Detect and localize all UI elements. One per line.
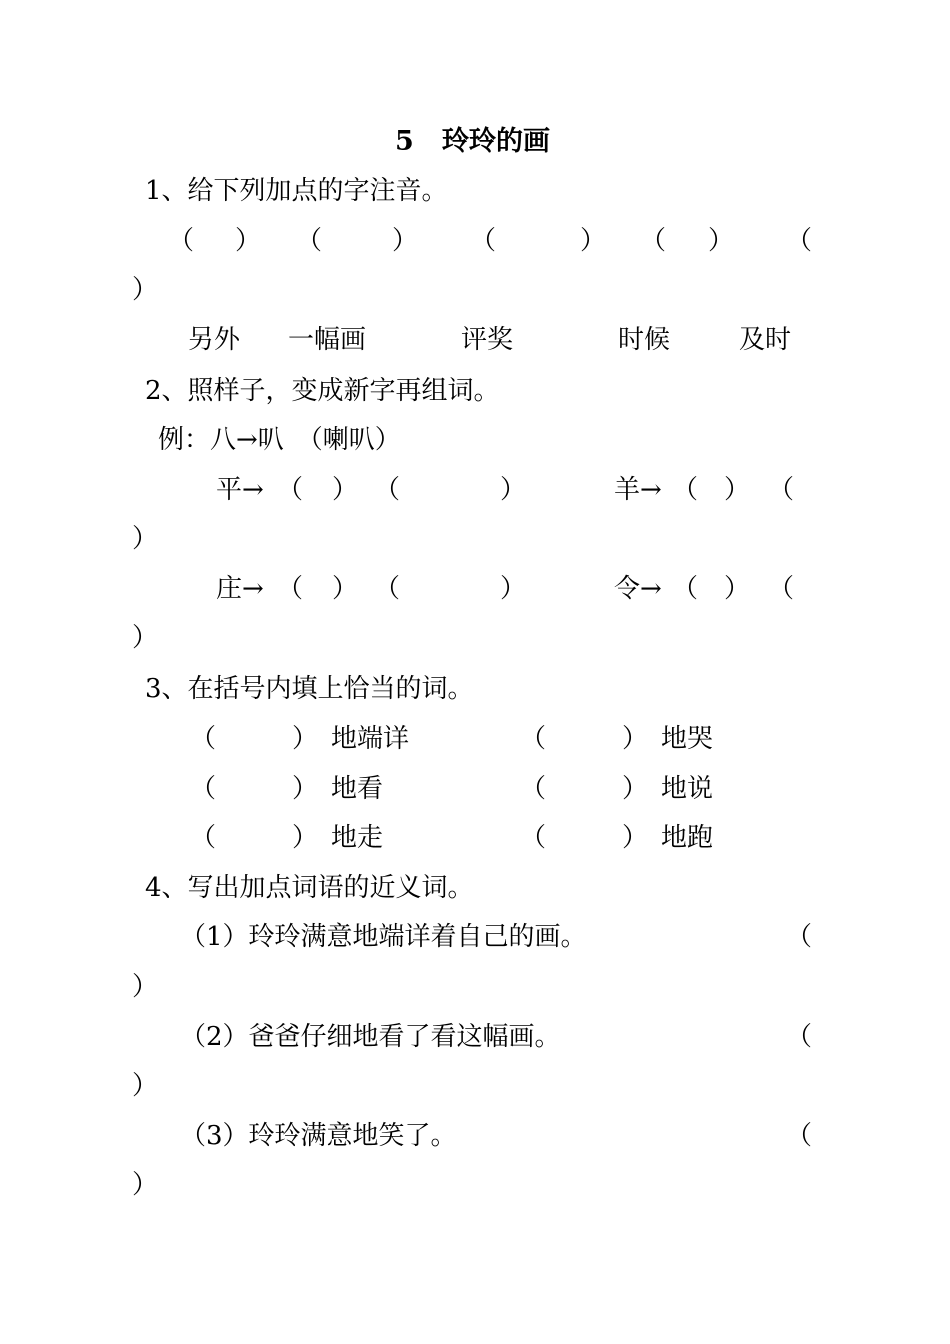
q1-blank-close: ） <box>580 226 607 256</box>
q2-blank-open: （ <box>277 574 304 604</box>
q2-blank-close: ） <box>332 475 359 505</box>
q2-blank-close: ） <box>500 475 527 505</box>
q4-heading: 4、写出加点词语的近义词。 <box>145 873 474 903</box>
q1-blank-close: ） <box>235 226 262 256</box>
q2-blank-open: （ <box>672 574 699 604</box>
q2-blank-open: （ <box>768 475 795 505</box>
q2-blank-close: ） <box>332 574 359 604</box>
q3-word: 地说 <box>661 774 714 804</box>
q3-blank-open: （ <box>190 823 217 853</box>
q1-blank-close: ） <box>708 226 735 256</box>
q1-blank-close: ） <box>132 275 159 305</box>
q1-blank-open: （ <box>640 226 667 256</box>
q1-word: 时候 <box>618 325 671 355</box>
q1-heading: 1、给下列加点的字注音。 <box>145 176 448 206</box>
q1-word: 另外 <box>188 325 241 355</box>
q3-blank-close: ） <box>622 724 649 754</box>
q1-blank-open: （ <box>168 226 195 256</box>
q3-blank-open: （ <box>520 724 547 754</box>
q4-sentence: （3）玲玲满意地笑了。 <box>180 1121 457 1151</box>
page-title: 5 玲玲的画 <box>395 126 550 157</box>
q3-blank-close: ） <box>292 724 319 754</box>
q4-blank-close: ） <box>132 1170 159 1200</box>
q3-word: 地哭 <box>661 724 714 754</box>
q3-word: 地跑 <box>661 823 714 853</box>
q2-blank-close: ） <box>724 574 751 604</box>
q3-word: 地端详 <box>331 724 410 754</box>
q2-blank-close: ） <box>500 574 527 604</box>
q1-blank-open: （ <box>470 226 497 256</box>
q3-blank-close: ） <box>622 823 649 853</box>
q2-item-char: 令→ <box>614 574 662 604</box>
q4-blank-open: （ <box>786 922 813 952</box>
q3-word: 地看 <box>331 774 384 804</box>
q2-blank-open: （ <box>374 475 401 505</box>
q3-blank-open: （ <box>190 774 217 804</box>
q1-blank-close: ） <box>392 226 419 256</box>
q1-word: 及时 <box>739 325 792 355</box>
q2-heading: 2、照样子，变成新字再组词。 <box>145 376 500 406</box>
q2-blank-open: （ <box>768 574 795 604</box>
q3-blank-close: ） <box>292 774 319 804</box>
q4-blank-close: ） <box>132 972 159 1002</box>
q3-blank-open: （ <box>520 823 547 853</box>
q3-blank-open: （ <box>520 774 547 804</box>
q2-blank-close: ） <box>724 475 751 505</box>
q3-blank-open: （ <box>190 724 217 754</box>
q2-blank-close: ） <box>132 623 159 653</box>
q2-example: 例：八→叭 （喇叭） <box>158 425 401 455</box>
q1-word: 评奖 <box>461 325 514 355</box>
q3-blank-close: ） <box>622 774 649 804</box>
q1-blank-open: （ <box>296 226 323 256</box>
q2-blank-open: （ <box>672 475 699 505</box>
q4-sentence: （1）玲玲满意地端详着自己的画。 <box>180 922 587 952</box>
q2-blank-close: ） <box>132 524 159 554</box>
q1-blank-open: （ <box>786 226 813 256</box>
q3-word: 地走 <box>331 823 384 853</box>
q4-blank-open: （ <box>786 1121 813 1151</box>
q2-item-char: 平→ <box>216 475 264 505</box>
q4-blank-open: （ <box>786 1022 813 1052</box>
q2-blank-open: （ <box>374 574 401 604</box>
q3-blank-close: ） <box>292 823 319 853</box>
q2-item-char: 庄→ <box>216 574 264 604</box>
q2-item-char: 羊→ <box>614 475 662 505</box>
q4-blank-close: ） <box>132 1071 159 1101</box>
q3-heading: 3、在括号内填上恰当的词。 <box>145 674 474 704</box>
q4-sentence: （2）爸爸仔细地看了看这幅画。 <box>180 1022 561 1052</box>
q2-blank-open: （ <box>277 475 304 505</box>
q1-word: 一幅画 <box>288 325 367 355</box>
